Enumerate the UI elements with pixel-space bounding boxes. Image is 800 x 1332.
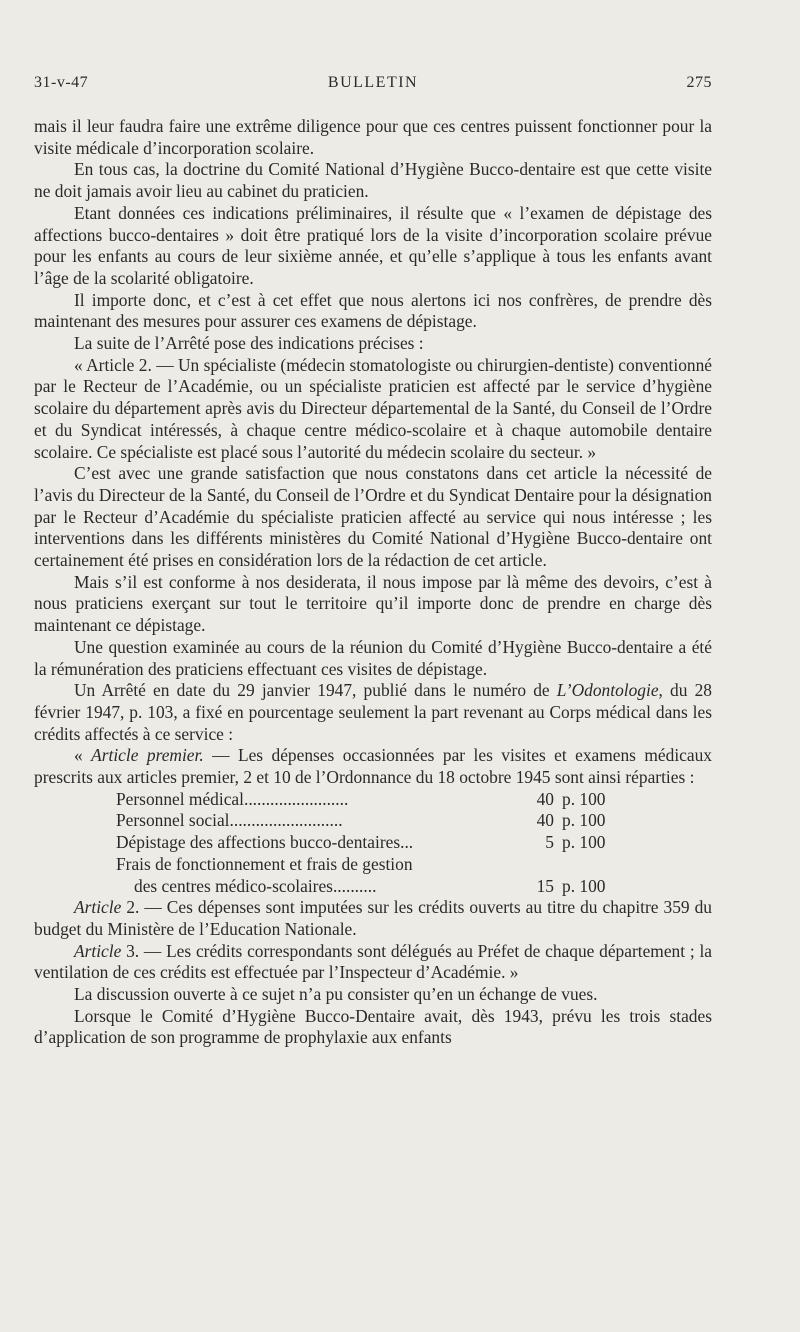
paragraph: Une question examinée au cours de la réunion du Comité d’Hygiène Bucco-dentaire a été la rémunération des praticiens effectuant ces visites de dépistage. [34,636,712,679]
paragraph: Lorsque le Comité d’Hygiène Bucco-Dentaire avait, dès 1943, prévu les trois stades d’application de son programme de prophylaxie aux enfants [34,1005,712,1048]
header-page-number: 275 [686,74,712,91]
paragraph [34,680,712,745]
row-label: Frais de fonctionnement et frais de gestion [116,853,413,874]
article-heading: Article [74,940,122,961]
paragraph: La discussion ouverte à ce sujet n’a pu consister qu’en un échange de vues. [74,984,598,1005]
text-run: , du 28 février 1947, p. 103, a fixé en pourcentage seulement la part revenant au Corps médical dans les crédits affectés à ce service : [34,680,712,744]
row-value: 40 [536,810,554,831]
row-unit: p. 100 [562,832,606,853]
journal-title: L’Odontologie [556,680,659,701]
text-run: 3. — Les crédits correspondants sont délégués au Préfet de chaque département ; la ventilation de ces crédits est effectuée par l’Inspecteur d’Académie. » [34,940,712,983]
table-row [116,854,636,876]
text-run: 2. — Ces dépenses sont imputées sur les crédits ouverts au titre du chapitre 359 du budget du Ministère de l’Education Nationale. [34,897,712,939]
quoted-article-2: « Article 2. — Un spécialiste (médecin stomatologiste ou chirurgien-dentiste) conventionné par le Recteur de l’Académie, ou un spécialiste praticien est affecté par le service d’hygiène scolaire du département après avis du Directeur départemental de la Santé, du Conseil de l’Ordre et du Syndicat intéressés, à chaque centre médico-scolaire et à chaque automobile dentaire scolaire. Ce spécialiste est placé sous l’autorité du médecin scolaire du secteur. » [34,354,712,462]
paragraph: Mais s’il est conforme à nos desiderata, il nous impose par là même des devoirs, c’est à nous praticiens exerçant sur tout le territoire qu’il importe donc de prendre en charge dès maintenant ce dépistage. [34,571,712,636]
quoted-article-premier [34,745,712,788]
allocation-table [116,789,636,897]
header-date: 31-v-47 [34,74,89,91]
quoted-article-2-budget [34,897,712,940]
paragraph: Il importe donc, et c’est à cet effet que nous alertons ici nos confrères, de prendre dès maintenant des mesures pour assurer ces examens de dépistage. [34,289,712,332]
row-label: Personnel social.......................... [116,810,343,831]
quoted-article-3 [34,941,712,984]
table-row [116,789,636,811]
text-run: — Les dépenses occasionnées par les visites et examens médicaux prescrits aux articles premier, 2 et 10 de l’Ordonnance du 18 octobre 1945 sont ainsi réparties : [34,745,712,788]
row-unit: p. 100 [562,788,606,809]
row-label: Dépistage des affections bucco-dentaires... [116,832,414,853]
paragraph: mais il leur faudra faire une extrême diligence pour que ces centres puissent fonctionner pour la visite médicale d’incorporation scolaire. [34,116,712,158]
table-row [116,876,636,898]
text-run: Un Arrêté en date du 29 janvier 1947, publié dans le numéro de [74,680,557,701]
article-heading: Article [74,897,122,918]
page-header [34,74,712,98]
paragraph: C’est avec une grande satisfaction que nous constatons dans cet article la nécessité de l’avis du Directeur de la Santé, du Conseil de l’Ordre et du Syndicat Dentaire pour la désignation par le Recteur d’Académie du spécialiste praticien affecté au service qui nous intéresse ; les interventions dans les différents ministères du Comité National d’Hygiène Bucco-dentaire ont certainement été prises en considération lors de la rédaction de cet article. [34,463,712,571]
table-row [116,810,636,832]
table-row [116,832,636,854]
row-value: 40 [536,788,554,809]
paragraph: La suite de l’Arrêté pose des indications précises : [74,333,424,354]
row-unit: p. 100 [562,875,606,896]
row-label: des centres médico-scolaires.......... [134,875,377,896]
article-heading: Article premier. [91,745,204,766]
paragraph: En tous cas, la doctrine du Comité National d’Hygiène Bucco-dentaire est que cette visite ne doit jamais avoir lieu au cabinet du praticien. [34,159,712,202]
header-title: BULLETIN [327,74,419,91]
row-unit: p. 100 [562,810,606,831]
body-text [34,116,712,1049]
row-label: Personnel médical........................ [116,788,349,809]
row-value: 5 [545,832,554,853]
row-value: 15 [536,875,554,896]
text-run: « [74,745,92,766]
paragraph: Etant données ces indications préliminaires, il résulte que « l’examen de dépistage des affections bucco-dentaires » doit être pratiqué lors de la visite d’incorporation scolaire prévue pour les enfants au cours de leur sixième année, et qu’elle s’applique à tous les enfants avant l’âge de la scolarité obligatoire. [34,202,712,288]
